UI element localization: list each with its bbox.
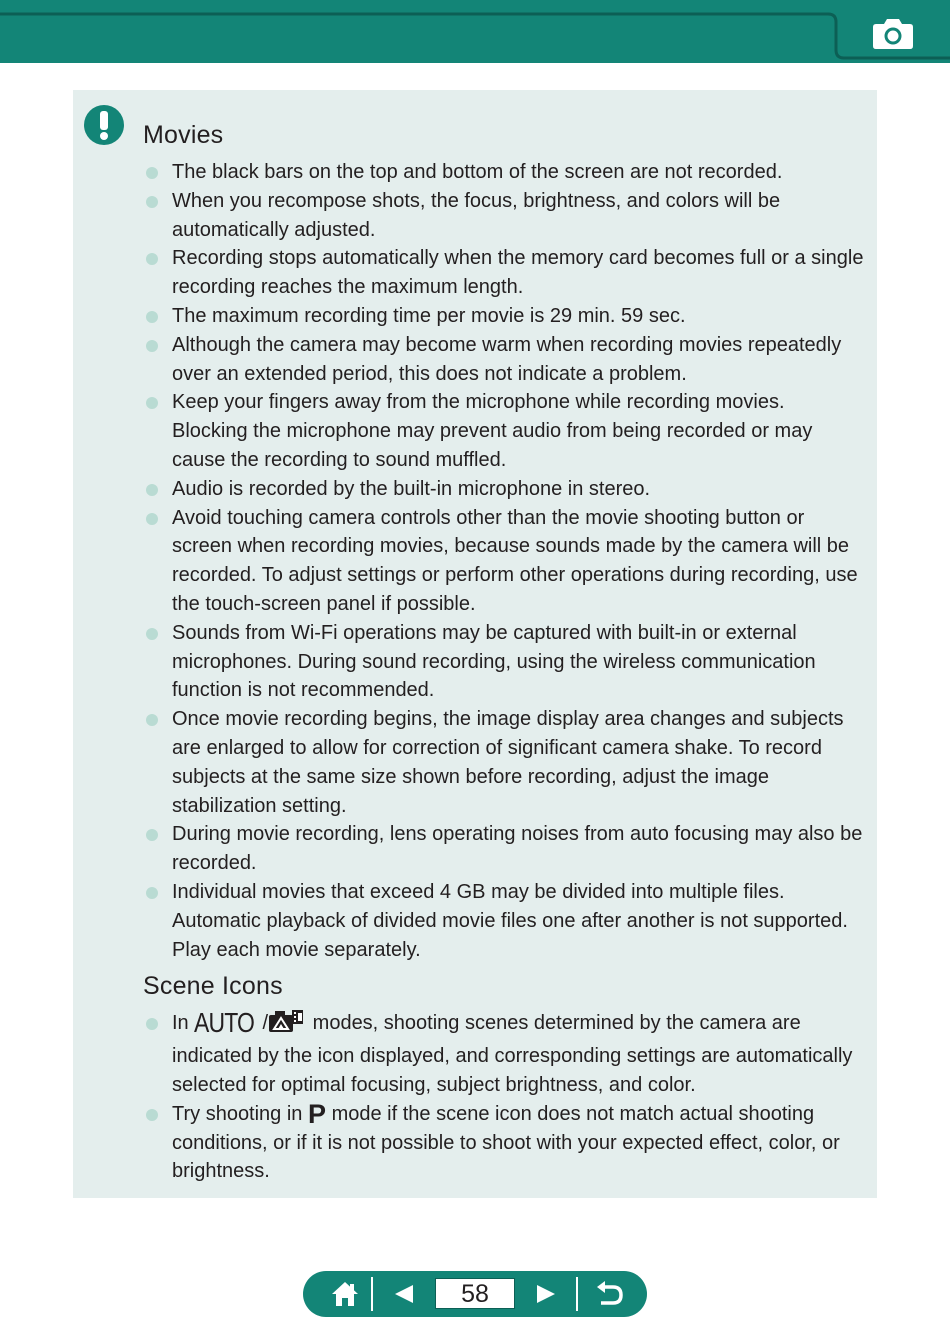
list-item: Recording stops automatically when the memory card becomes full or a single recording reaches the maximum length. — [143, 244, 865, 302]
hybrid-auto-icon — [268, 1009, 304, 1042]
list-item: Audio is recorded by the built-in microphone in stereo. — [143, 475, 865, 504]
list-item: Keep your fingers away from the microphone while recording movies. Blocking the microphone may prevent audio from being recorded or may cause the recording to sound muffled. — [143, 388, 865, 474]
note-content — [143, 108, 865, 1186]
list-item: Individual movies that exceed 4 GB may be divided into multiple files. Automatic playback of divided movie files one after another is not supported. Play each movie separately. — [143, 878, 865, 964]
header-bar — [0, 0, 950, 66]
mode-separator: / — [262, 1012, 269, 1035]
item-suffix: mode if the scene icon does not match actual shooting conditions, or if it is not possible to shoot with your expected effect, color, or brightness. — [172, 1102, 840, 1183]
nav-divider — [576, 1277, 578, 1311]
list-item — [143, 1009, 865, 1099]
movies-list — [143, 158, 865, 964]
back-button[interactable] — [585, 1271, 635, 1317]
camera-icon[interactable] — [872, 18, 914, 50]
list-item: Sounds from Wi-Fi operations may be captured with built-in or external microphones. During sound recording, using the wireless communication function is not recommended. — [143, 619, 865, 705]
item-suffix: modes, shooting scenes determined by the camera are indicated by the icon displayed, and corresponding settings are automatically selected for optimal focusing, subject brightness, and color. — [172, 1012, 853, 1096]
list-item: Avoid touching camera controls other than the movie shooting button or screen when recording movies, because sounds made by the camera will be recorded. To adjust settings or perform other operations during recording, use the touch-screen panel if possible. — [143, 504, 865, 619]
list-item: Although the camera may become warm when recording movies repeatedly over an extended period, this does not indicate a problem. — [143, 331, 865, 389]
list-item: During movie recording, lens operating noises from auto focusing may also be recorded. — [143, 820, 865, 878]
section-title-scene-icons: Scene Icons — [143, 972, 283, 1001]
section-title-movies: Movies — [143, 121, 224, 149]
nav-divider — [371, 1277, 373, 1311]
list-item — [143, 1100, 865, 1186]
page-number: 58 — [435, 1278, 515, 1309]
page-navigation-bar — [303, 1271, 647, 1317]
scene-icons-list — [143, 1009, 865, 1186]
list-item: The maximum recording time per movie is 29 min. 59 sec. — [143, 302, 865, 331]
list-item: The black bars on the top and bottom of the screen are not recorded. — [143, 158, 865, 187]
previous-page-button[interactable] — [381, 1271, 427, 1317]
back-icon — [595, 1281, 625, 1307]
auto-mode-icon: AUTO — [194, 1007, 255, 1039]
previous-page-icon — [393, 1284, 415, 1304]
header-tab-shape — [0, 0, 950, 66]
list-item: Once movie recording begins, the image display area changes and subjects are enlarged to allow for correction of significant camera shake. To record subjects at the same size shown before recording, adjust the image stabilization setting. — [143, 705, 865, 820]
p-mode-icon: P — [308, 1098, 327, 1129]
item-prefix: In — [172, 1012, 189, 1035]
caution-note-box — [73, 90, 877, 1198]
home-icon — [330, 1280, 360, 1308]
list-item: When you recompose shots, the focus, brightness, and colors will be automatically adjusted. — [143, 187, 865, 245]
home-button[interactable] — [321, 1271, 369, 1317]
next-page-button[interactable] — [523, 1271, 569, 1317]
caution-icon — [84, 105, 124, 145]
item-prefix: Try shooting in — [172, 1102, 303, 1125]
next-page-icon — [535, 1284, 557, 1304]
